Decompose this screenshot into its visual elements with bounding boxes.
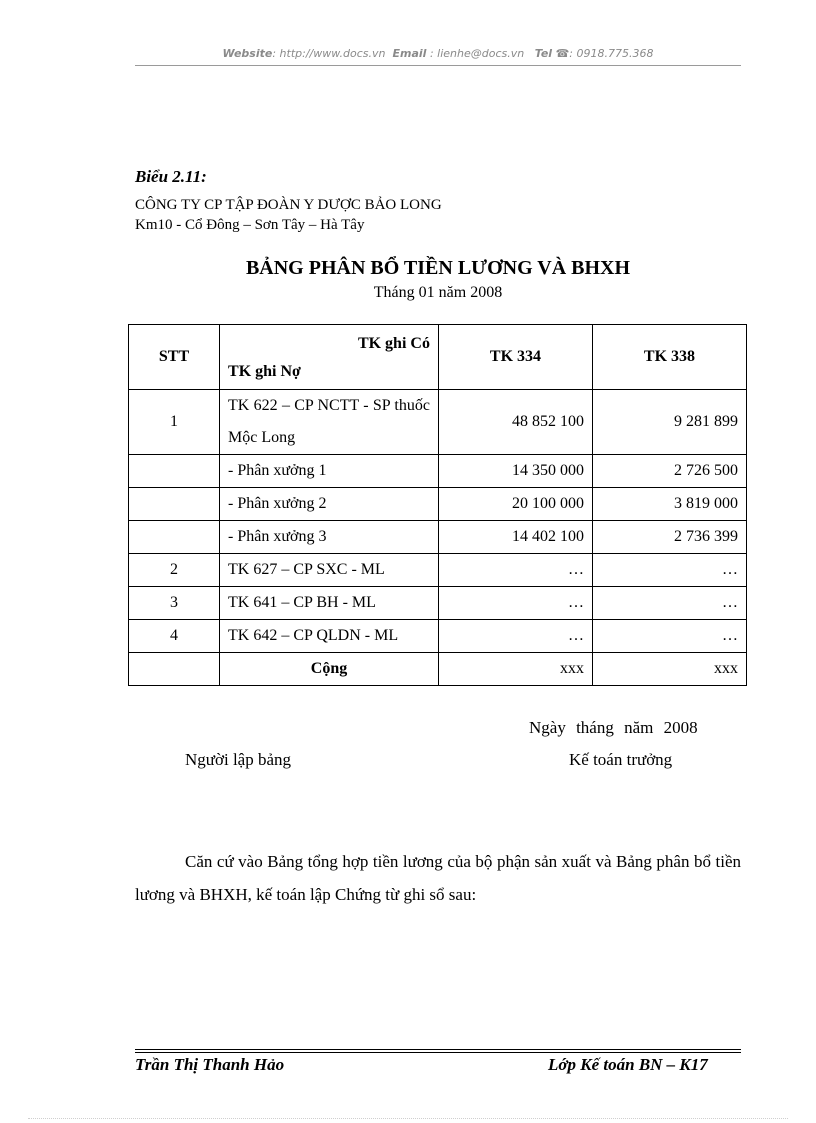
total-stt: [129, 653, 220, 686]
row-stt: 4: [129, 620, 220, 653]
row-stt: 2: [129, 554, 220, 587]
table-header-row: [129, 325, 747, 390]
row-stt: 3: [129, 587, 220, 620]
row-tk334: …: [438, 620, 592, 653]
company-name: CÔNG TY CP TẬP ĐOÀN Y DƯỢC BẢO LONG: [135, 197, 442, 213]
row-tk338: 2 726 500: [592, 455, 746, 488]
page-subtitle: Tháng 01 năm 2008: [373, 284, 503, 301]
footer-class: Lớp Kế toán BN – K17: [548, 1055, 708, 1074]
row-account: - Phân xưởng 2: [220, 488, 439, 521]
row-account: TK 641 – CP BH - ML: [220, 587, 439, 620]
total-tk334: xxx: [438, 653, 592, 686]
email-value: : lienhe@docs.vn: [429, 47, 525, 60]
col-stt-header: STT: [129, 325, 220, 390]
row-account: - Phân xưởng 1: [220, 455, 439, 488]
tel-label: Tel: [534, 47, 553, 60]
email-label: Email: [392, 47, 427, 60]
row-tk338: 9 281 899: [592, 390, 746, 455]
footer-author: Trần Thị Thanh Hảo: [135, 1055, 285, 1074]
allocation-table: [128, 324, 747, 686]
page-title: BẢNG PHÂN BỔ TIỀN LƯƠNG VÀ BHXH: [245, 257, 631, 279]
row-tk334: 14 350 000: [438, 455, 592, 488]
page-header: [135, 47, 741, 60]
table-row: [129, 587, 747, 620]
row-account: - Phân xưởng 3: [220, 521, 439, 554]
row-stt: [129, 455, 220, 488]
row-tk338: …: [592, 620, 746, 653]
row-stt: [129, 488, 220, 521]
form-label: Biểu 2.11:: [135, 167, 207, 186]
debit-account-header: TK ghi Nợ: [228, 363, 301, 380]
row-tk334: …: [438, 554, 592, 587]
row-tk334: …: [438, 587, 592, 620]
table-row: [129, 455, 747, 488]
row-account: TK 642 – CP QLDN - ML: [220, 620, 439, 653]
row-account: TK 622 – CP NCTT - SP thuốc Mộc Long: [220, 390, 439, 455]
row-stt: [129, 521, 220, 554]
row-account: TK 627 – CP SXC - ML: [220, 554, 439, 587]
row-tk338: …: [592, 554, 746, 587]
total-tk338: xxx: [592, 653, 746, 686]
total-label: Cộng: [220, 653, 439, 686]
table-row: [129, 620, 747, 653]
row-tk338: …: [592, 587, 746, 620]
preparer-signature: Người lập bảng: [185, 750, 292, 769]
body-paragraph: Căn cứ vào Bảng tổng hợp tiền lương của bộ phận sản xuất và Bảng phân bổ tiền lương và BHXH, kế toán lập Chứng từ ghi sổ sau:: [135, 852, 741, 904]
page-bottom-border: [28, 1118, 788, 1119]
diagonal-header: [220, 325, 439, 390]
company-address: Km10 - Cổ Đông – Sơn Tây – Hà Tây: [135, 217, 365, 233]
row-tk338: 2 736 399: [592, 521, 746, 554]
signature-date: Ngày tháng năm 2008: [529, 718, 698, 737]
row-tk338: 3 819 000: [592, 488, 746, 521]
table-row: [129, 554, 747, 587]
table-row: [129, 488, 747, 521]
credit-account-header: TK ghi Có: [357, 335, 430, 352]
row-tk334: 20 100 000: [438, 488, 592, 521]
row-tk334: 48 852 100: [438, 390, 592, 455]
header-divider: [135, 65, 741, 66]
table-row: [129, 521, 747, 554]
row-tk334: 14 402 100: [438, 521, 592, 554]
website-label: Website: [222, 47, 273, 60]
table-total-row: [129, 653, 747, 686]
phone-icon: ☎: [555, 47, 570, 60]
chief-accountant-signature: Kế toán trưởng: [569, 750, 673, 769]
col-338-header: TK 338: [592, 325, 746, 390]
website-value: : http://www.docs.vn: [272, 47, 386, 60]
row-stt: 1: [129, 390, 220, 455]
footer-divider: [135, 1049, 741, 1050]
table-row: [129, 390, 747, 455]
footer-divider-inner: [135, 1052, 741, 1053]
tel-value: : 0918.775.368: [569, 47, 654, 60]
col-334-header: TK 334: [438, 325, 592, 390]
